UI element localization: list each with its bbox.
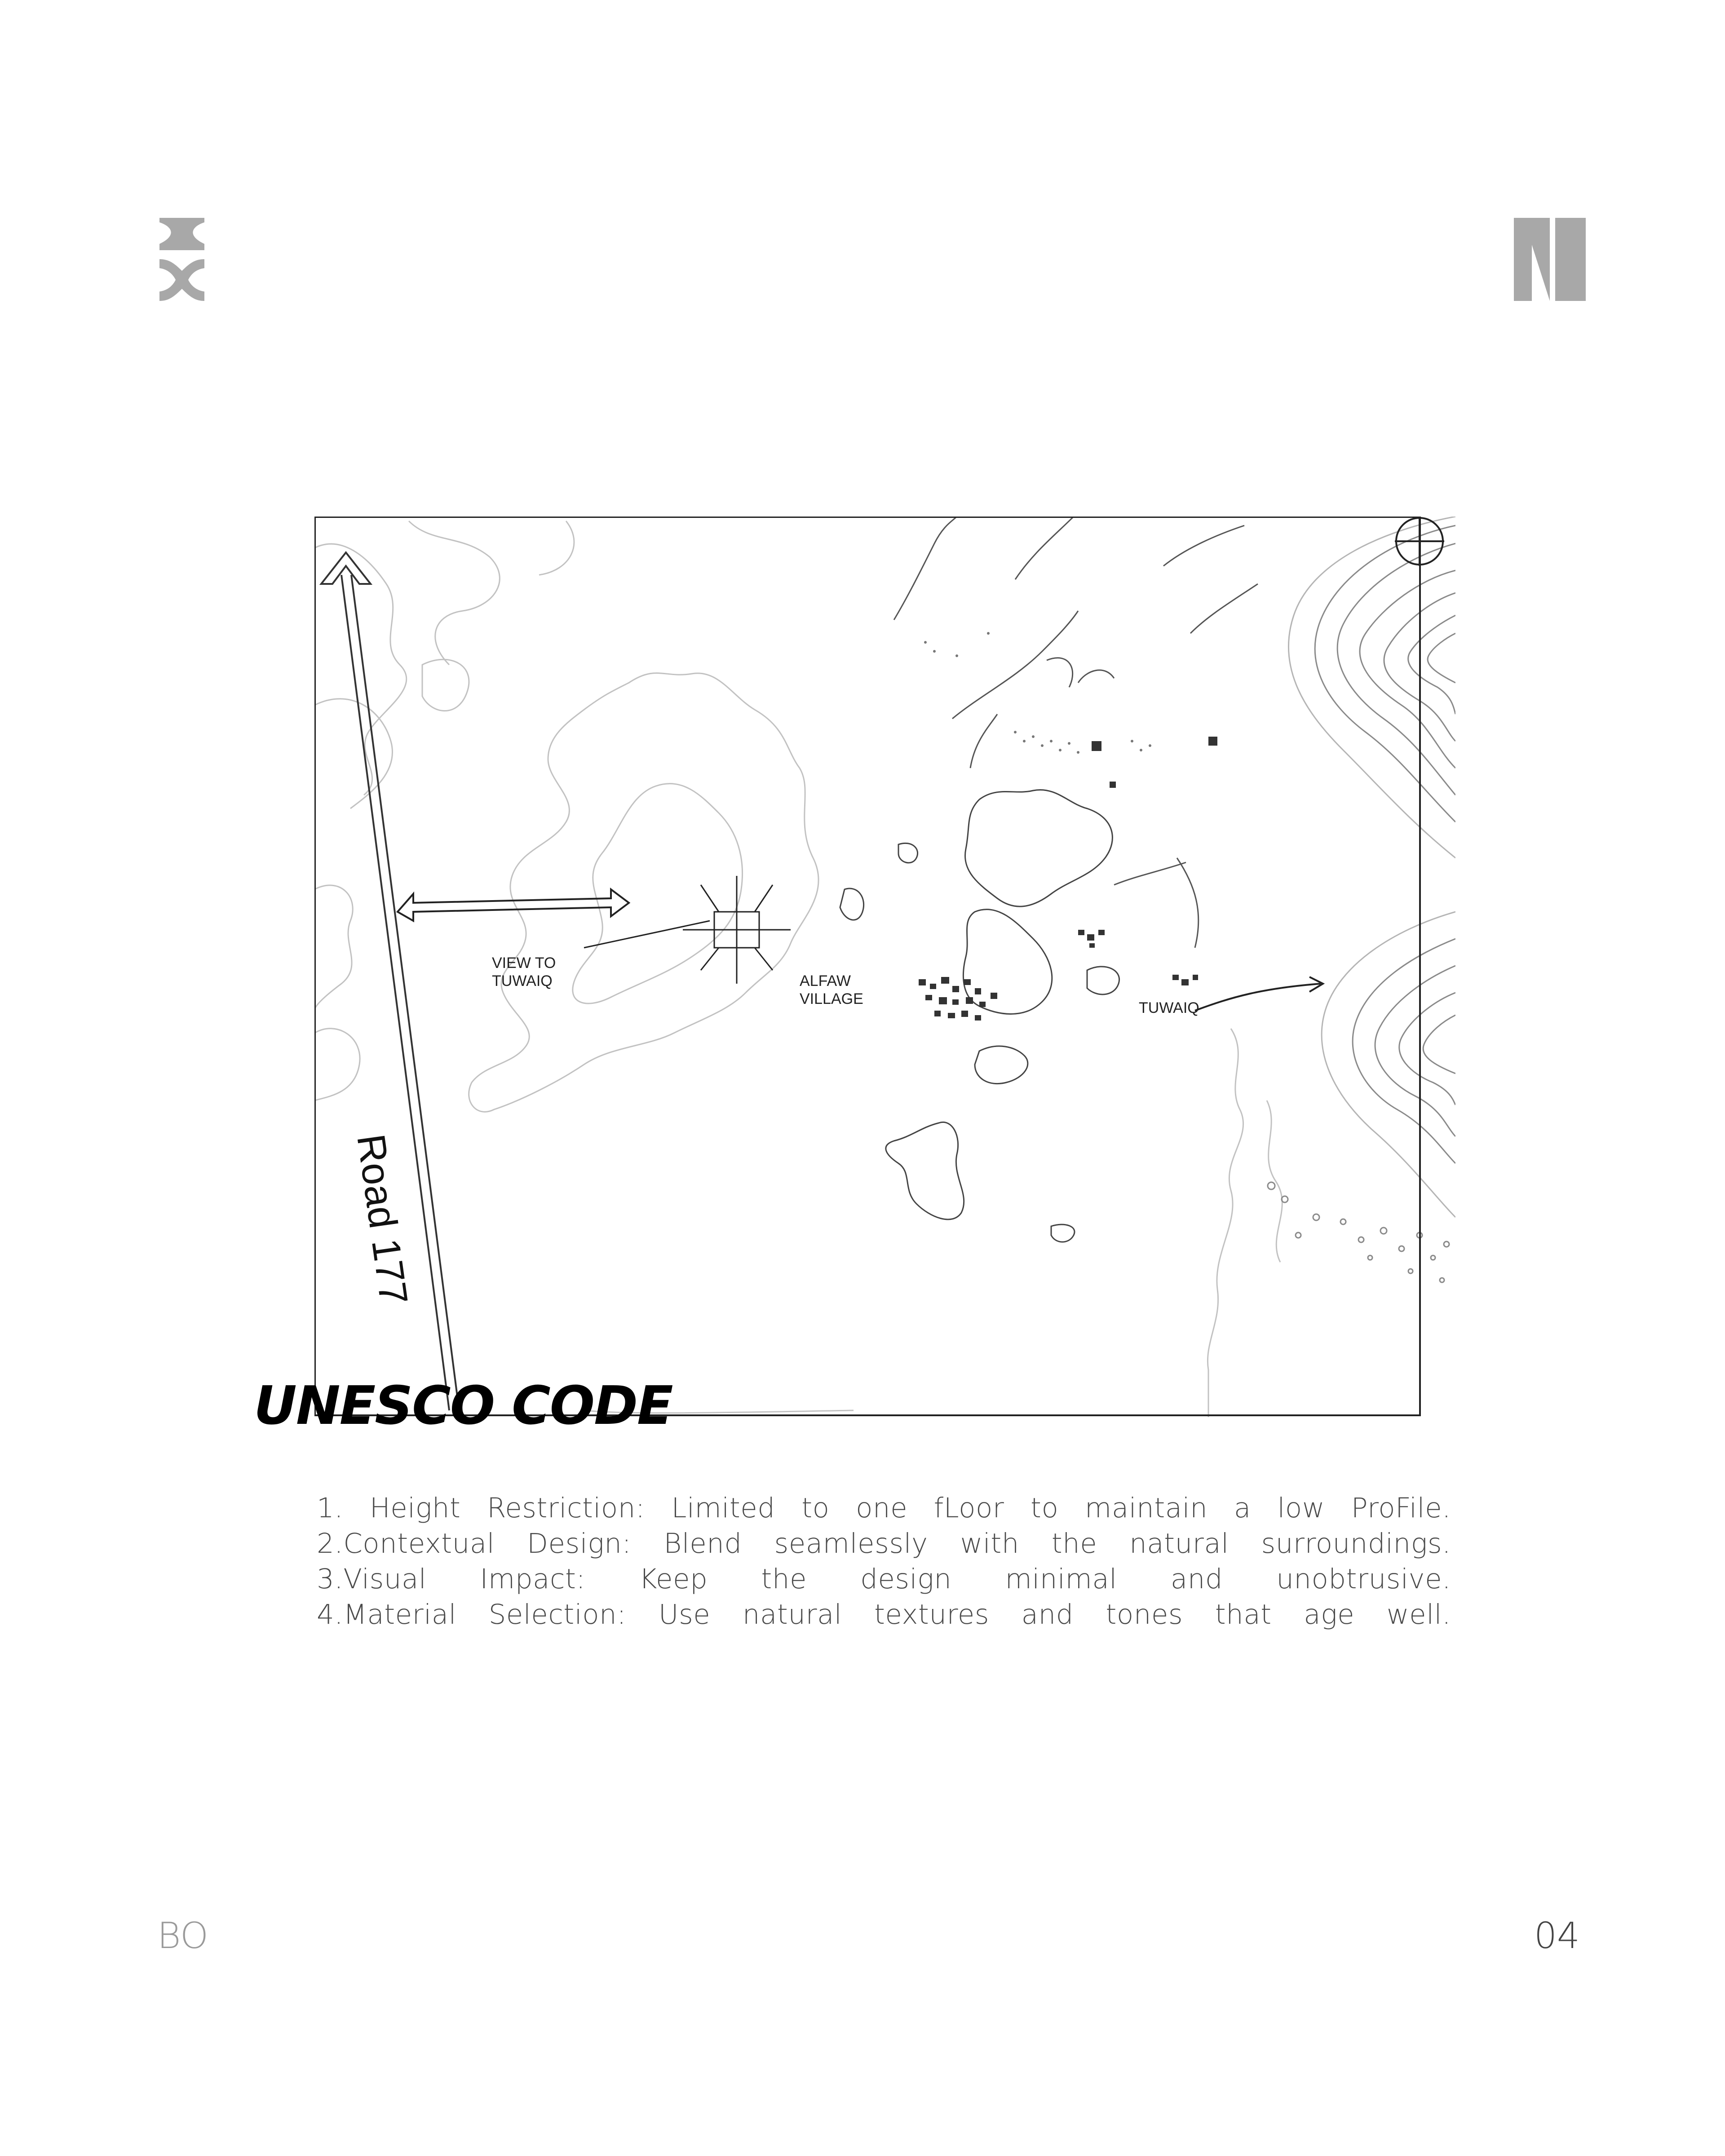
page-number: 04 [1534,1915,1580,1957]
rule-item [317,1526,1451,1561]
rule-number: 3. [317,1563,344,1595]
site-map [314,517,1455,1419]
rule-item [317,1597,1451,1632]
map-label-tuwaiq: TUWAIQ [1139,999,1199,1016]
map-label-alfaw-line1: ALFAW [800,972,851,990]
rule-text: Height Restriction: Limited to one fLoor to maintain a low ProFile. [369,1492,1451,1524]
rule-item [317,1490,1451,1526]
map-label-alfaw-line2: VILLAGE [800,990,863,1007]
footer-initials: BO [157,1915,208,1957]
rule-text: Visual Impact: Keep the design minimal and unobtrusive. [343,1563,1451,1595]
rule-number: 2. [317,1528,344,1560]
rule-text: Contextual Design: Blend seamlessly with the natural surroundings. [343,1528,1451,1560]
logo-monogram-icon [1514,218,1586,301]
map-label-view-to-line1: VIEW TO [492,954,556,972]
map-label-view-to-line2: TUWAIQ [492,972,553,990]
map-label-road: Road 177 [349,1131,417,1308]
rules-list [317,1490,1451,1632]
rule-item [317,1561,1451,1597]
rule-number: 1. [317,1492,344,1524]
north-marker-icon [1395,517,1444,566]
section-title: UNESCO CODE [254,1374,672,1436]
rule-number: 4. [317,1599,344,1630]
rule-text: Material Selection: Use natural textures and tones that age well. [343,1599,1451,1630]
logo-mark-icon [159,218,204,301]
